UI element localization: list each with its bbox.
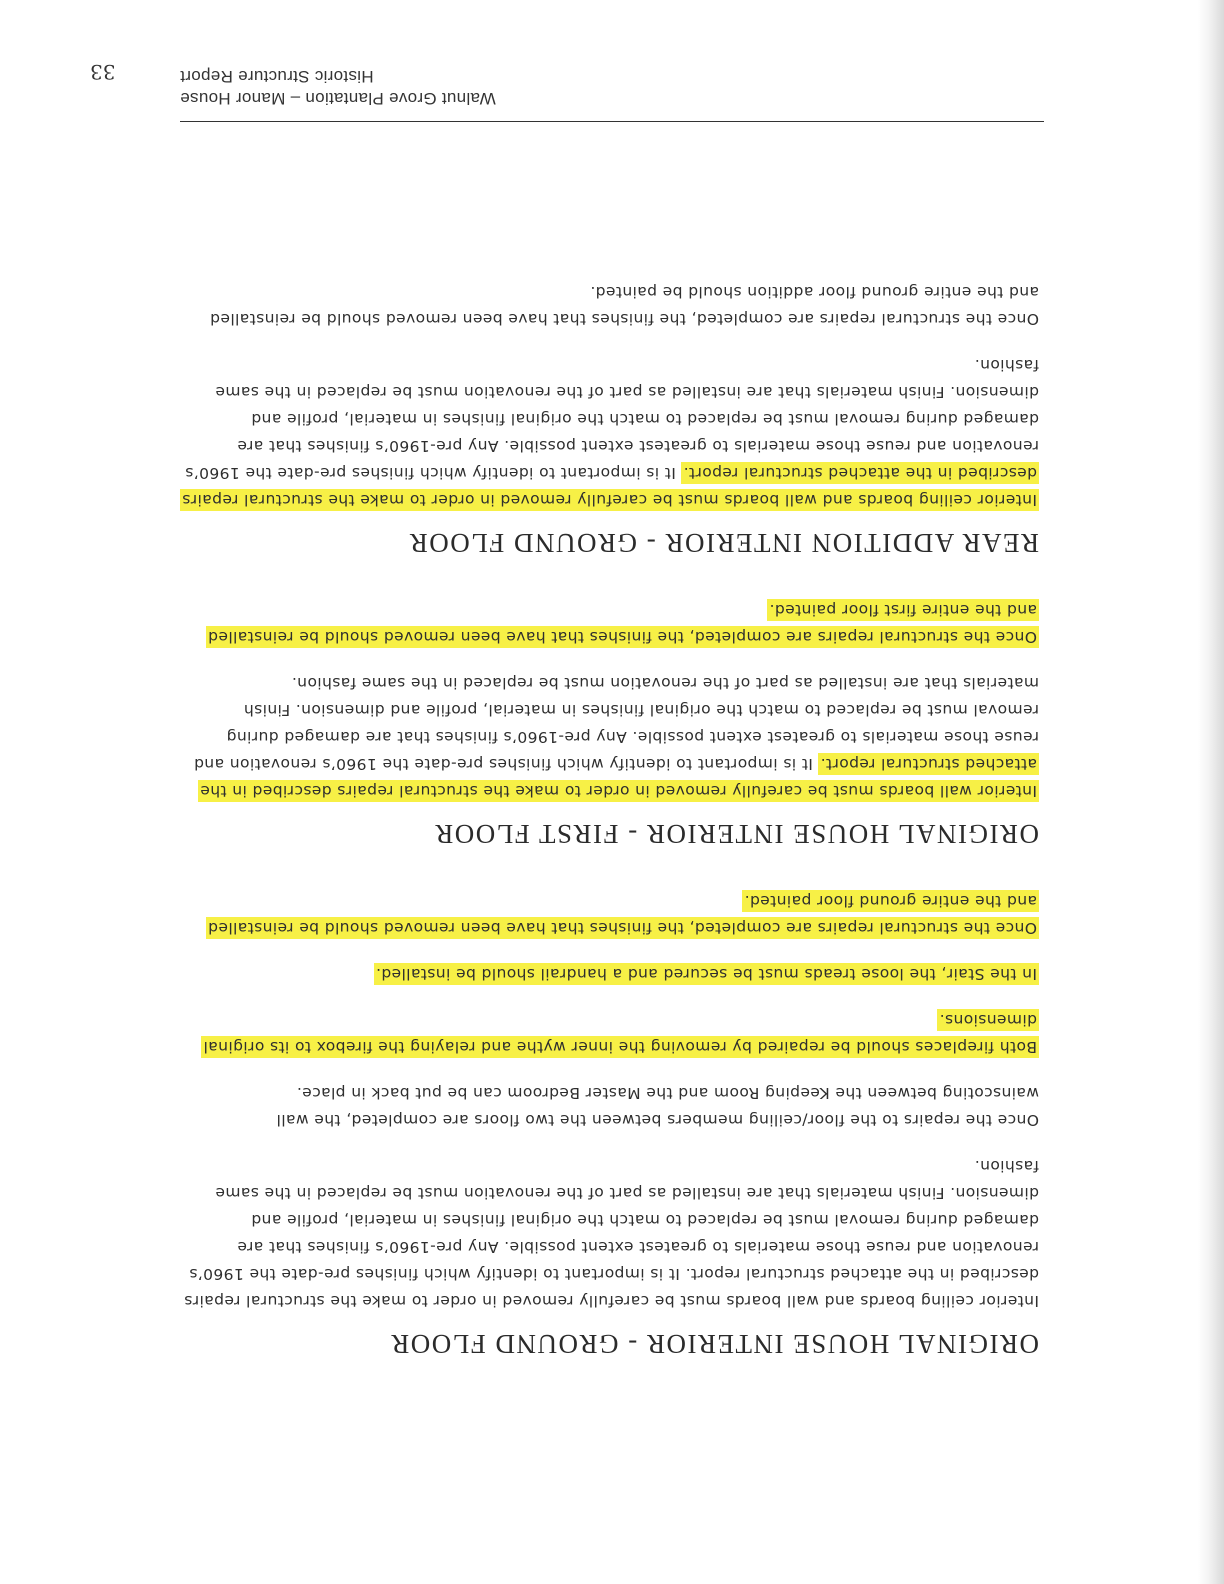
section-original-first-floor [179, 596, 1039, 849]
paragraph: Once the repairs to the floor/ceiling members between the two floors are completed, the wall wainscoting between the Keeping Room and the Master Bedroom can be put back in place. [276, 1084, 1039, 1129]
paragraph [179, 351, 1039, 513]
paragraph-text: It is important to identify which finishes pre-date the 1960’s renovation and reuse those materials to greatest extent possible. Any pre-1960’s finishes that are damaged during removal must be replaced to match the original finishes in material, profile and dimension. Finish materials that are installed as part of the renovation must be replaced in the same fashion. [193, 674, 1039, 773]
section-heading: REAR ADDITION INTERIOR - GROUND FLOOR [408, 528, 1039, 558]
scan-edge-shadow [1198, 0, 1224, 1584]
paragraph [179, 887, 1039, 941]
section-original-ground-floor [179, 887, 1039, 1359]
highlighted-text: Both fireplaces should be repaired by removing the inner wythe and relaying the firebox to its original dimensions. [203, 1011, 1037, 1056]
paragraph [179, 1006, 1039, 1060]
highlighted-text: Once the structural repairs are completed, the finishes that have been removed should be reinstalled and the entire first floor painted. [207, 601, 1037, 646]
paragraph [179, 669, 1039, 804]
page-number: 33 [90, 60, 116, 84]
paragraph: Interior ceiling boards and wall boards must be carefully removed in order to make the structural repairs described in the attached structural report. It is important to identify which finishes pre-date the 1960’s renovation and reuse those materials to greatest extent possible. Any pre-1960’s finishes that are damaged during removal must be replaced to match the original finishes in material, profile and dimension. Finish materials that are installed as part of the renovation must be replaced in the same fashion. [183, 1157, 1039, 1310]
highlighted-text: In the Stair, the loose treads must be secured and a handrail should be installed. [375, 965, 1037, 983]
highlighted-text: Interior ceiling boards and wall boards must be carefully removed in order to make the structural repairs described in the attached structural report. [181, 464, 1037, 509]
paragraph [179, 960, 1039, 987]
header-title: Walnut Grove Plantation – Manor House [180, 89, 496, 108]
section-rear-addition-ground-floor [179, 278, 1039, 558]
paragraph [179, 596, 1039, 650]
paragraph: Once the structural repairs are completed, the finishes that have been removed should be reinstalled and the entire ground floor addition should be painted. [209, 283, 1039, 328]
paragraph-text: It is important to identify which finishes pre-date the 1960’s renovation and reuse those materials to greatest extent possible. Any pre-1960’s finishes that are damaged during removal must be replaced to match the original finishes in material, profile and dimension. Finish materials that are installed as part of the renovation must be replaced in the same fashion. [184, 356, 1039, 482]
running-header [180, 65, 1044, 122]
section-heading: ORIGINAL HOUSE INTERIOR - GROUND FLOOR [389, 1329, 1039, 1359]
highlighted-text: Interior wall boards must be carefully removed in order to make the structural repairs described in the attached structural report. [199, 755, 1037, 800]
report-body [179, 259, 1039, 1359]
highlighted-text: Once the structural repairs are completed, the finishes that have been removed should be reinstalled and the entire ground floor painted. [207, 892, 1037, 937]
header-subtitle: Historic Structure Report [180, 67, 374, 86]
section-heading: ORIGINAL HOUSE INTERIOR - FIRST FLOOR [433, 819, 1039, 849]
